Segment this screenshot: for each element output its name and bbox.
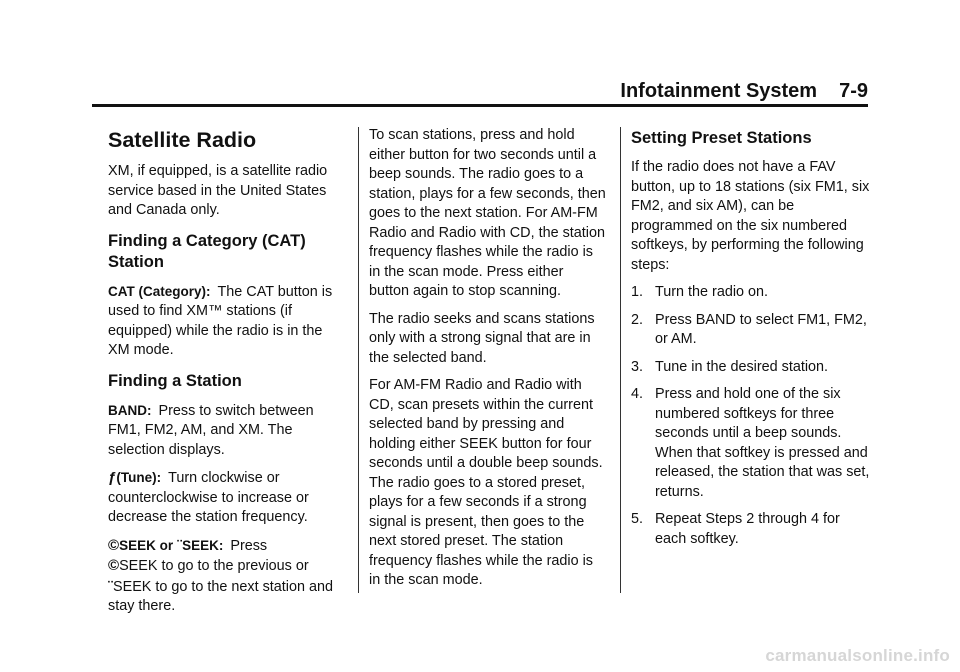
- cat-term: CAT (Category):: [108, 283, 211, 299]
- list-item: 5. Repeat Steps 2 through 4 for each softkey.: [631, 511, 840, 547]
- heading-setting-presets: Setting Preset Stations: [631, 129, 812, 147]
- seek-paragraph: [108, 536, 344, 617]
- preset-steps-list: [631, 283, 871, 549]
- section-heading-satellite-radio: Satellite Radio: [108, 128, 257, 152]
- seek-next-icon: ¨: [177, 536, 183, 554]
- list-item: 1. Turn the radio on.: [631, 284, 769, 300]
- seek-press: Press: [230, 537, 268, 554]
- seek-term-b: SEEK:: [182, 537, 224, 553]
- tune-knob-icon: ƒ: [108, 469, 117, 486]
- cat-text: The CAT button is used to find XM™ stations (if equipped) while the radio is in the XM mode.: [108, 283, 333, 358]
- band-term: BAND:: [108, 402, 152, 418]
- scan-paragraph-2: The radio seeks and scans stations only with a strong signal that are in the selected band.: [369, 310, 595, 366]
- band-text: Press to switch between FM1, FM2, AM, and XM. The selection displays.: [108, 402, 314, 458]
- list-item: 4. Press and hold one of the six numbered softkeys for three seconds until a beep sounds. When that softkey is pressed and released, the station that was set, returns.: [631, 386, 870, 500]
- tune-text: Turn clockwise or counterclockwise to increase or decrease the station frequency.: [108, 470, 309, 525]
- seek-next-inline-icon: ¨: [108, 577, 113, 595]
- list-item: 3. Tune in the desired station.: [631, 358, 829, 375]
- column-divider-1: [358, 127, 359, 593]
- seek-previous-icon: ©: [108, 536, 120, 554]
- tune-paragraph: [108, 468, 344, 528]
- band-paragraph: [108, 401, 344, 461]
- watermark: carmanualsonline.info: [765, 646, 950, 665]
- tune-term: (Tune):: [116, 470, 162, 485]
- seek-line-2: SEEK to go to the previous or: [119, 558, 309, 574]
- satellite-radio-intro: XM, if equipped, is a satellite radio service based in the United States and Canada only.: [108, 163, 328, 218]
- scan-paragraph-3: For AM-FM Radio and Radio with CD, scan presets within the current selected band by pressing and holding either SEEK button for four seconds until a double beep sounds. The radio goes to a stored preset, plays for a few seconds if a strong signal is present, then goes to the next stored preset. The station frequency flashes while the radio is in the scan mode.: [369, 377, 603, 588]
- seek-previous-inline-icon: ©: [108, 557, 120, 574]
- column-2: [369, 126, 607, 599]
- column-3: [631, 126, 871, 557]
- running-header: [620, 80, 868, 103]
- page-number: 7-9: [839, 80, 868, 102]
- seek-term-a: SEEK or: [119, 537, 174, 553]
- heading-finding-category: Finding a Category (CAT) Station: [108, 231, 306, 271]
- column-1: [108, 126, 344, 625]
- heading-finding-station: Finding a Station: [108, 371, 242, 390]
- seek-line-3: SEEK to go to the next station and stay there.: [108, 578, 334, 614]
- cat-paragraph: [108, 282, 344, 361]
- section-title: Infotainment System: [620, 80, 818, 102]
- list-item: 2. Press BAND to select FM1, FM2, or AM.: [631, 311, 867, 347]
- column-divider-2: [620, 127, 621, 593]
- header-rule: [92, 104, 868, 107]
- scan-paragraph-1: To scan stations, press and hold either button for two seconds until a beep sounds. The radio goes to a station, plays for a few seconds, then goes to the next station. For AM-FM Radio and Radio with CD, the station frequency flashes while the radio is in the scan mode. Press either button again to stop scanning.: [369, 127, 606, 299]
- presets-intro: If the radio does not have a FAV button, up to 18 stations (six FM1, six FM2, and six AM), can be programmed on the six numbered softkeys, by performing the following steps:: [631, 159, 870, 273]
